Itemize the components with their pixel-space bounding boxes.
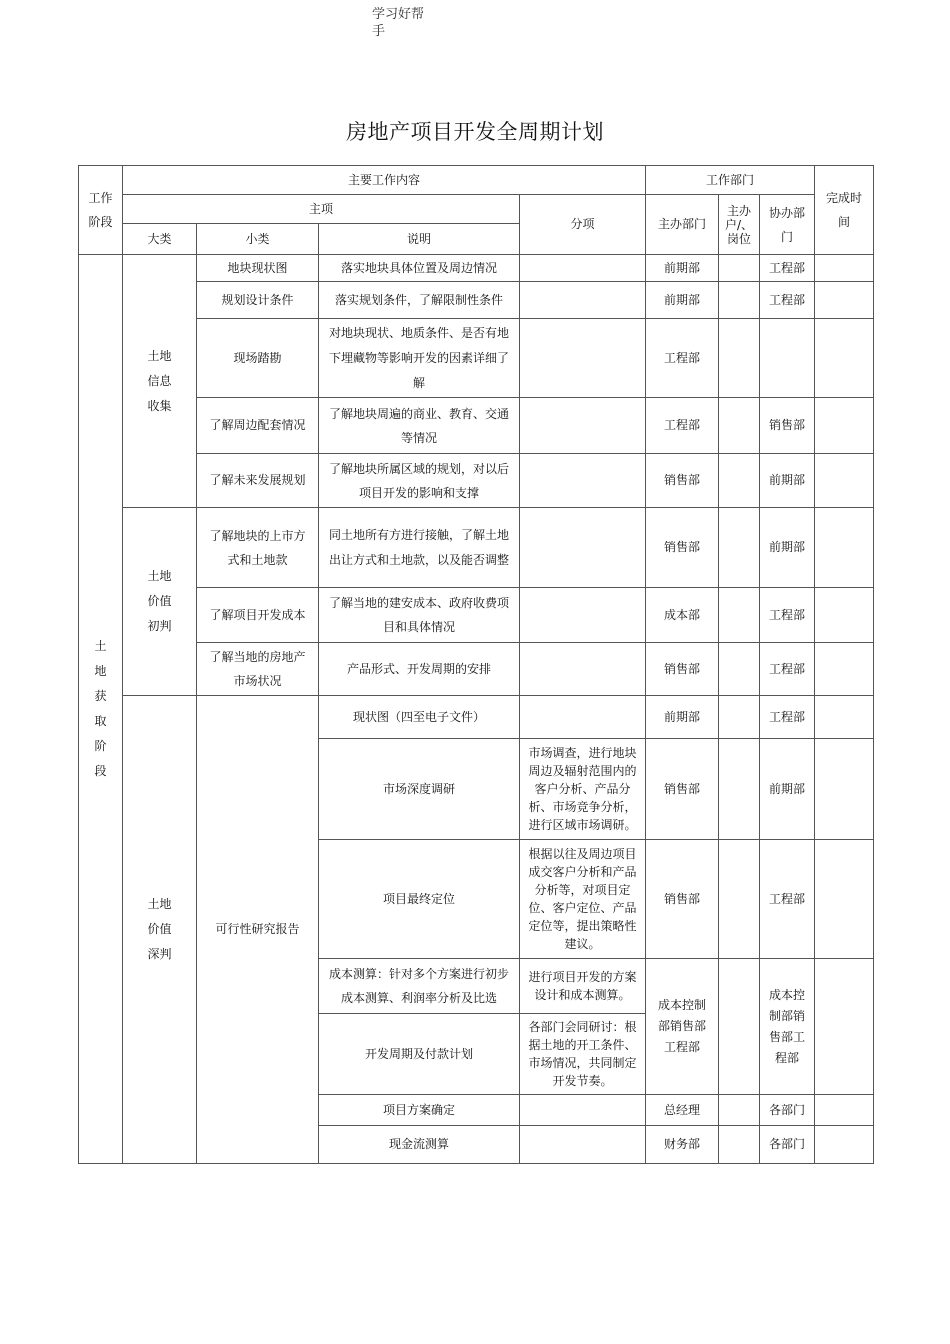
row-9-item: 市场调查，进行地块周边及辐射范围内的客户分析、产品分析、市场竞争分析，进行区域市场调研。 (520, 739, 646, 840)
row-6-time (815, 588, 874, 643)
row-13-item (520, 1095, 646, 1126)
row-10-item: 根据以往及周边项目成交客户分析和产品分析等，对项目定位、客户定位、产品定位等，提出策略性建议。 (520, 840, 646, 959)
row-5-item (520, 508, 646, 588)
row-3-item (520, 398, 646, 454)
row-0-lead: 前期部 (646, 255, 719, 282)
row-6-assist: 工程部 (760, 588, 815, 643)
header-main-content: 主要工作内容 (123, 166, 646, 195)
row-9-desc: 市场深度调研 (319, 739, 520, 840)
row-2-time (815, 319, 874, 398)
row-9-post (719, 739, 760, 840)
row-4-desc: 了解地块所属区域的规划，对以后项目开发的影响和支撑 (319, 454, 520, 508)
header-description: 说明 (319, 224, 520, 255)
row-8-item (520, 696, 646, 739)
row-6-post (719, 588, 760, 643)
row-9-time (815, 739, 874, 840)
row-7-item (520, 643, 646, 696)
merged-assist-dept: 成本控制部销售部工程部 (760, 959, 815, 1095)
row-6-lead: 成本部 (646, 588, 719, 643)
row-10-desc: 项目最终定位 (319, 840, 520, 959)
row-13-lead: 总经理 (646, 1095, 719, 1126)
row-7-desc: 产品形式、开发周期的安排 (319, 643, 520, 696)
header-departments: 工作部门 (646, 166, 815, 195)
row-0-assist: 工程部 (760, 255, 815, 282)
stage-label: 土地获取阶段 (79, 255, 123, 1164)
row-7-time (815, 643, 874, 696)
row-13-assist: 各部门 (760, 1095, 815, 1126)
row-4-assist: 前期部 (760, 454, 815, 508)
row-3-desc: 了解地块周遍的商业、教育、交通等情况 (319, 398, 520, 454)
row-2-post (719, 319, 760, 398)
category-land-info: 土地信息收集 (123, 255, 197, 508)
row-0-desc: 落实地块具体位置及周边情况 (319, 255, 520, 282)
row-5-time (815, 508, 874, 588)
header-lead-post: 主办户/、岗位 (719, 195, 760, 255)
row-4-post (719, 454, 760, 508)
row-8-time (815, 696, 874, 739)
row-1-post (719, 282, 760, 319)
row-6-item (520, 588, 646, 643)
header-sub-item: 分项 (520, 195, 646, 255)
row-10-lead: 销售部 (646, 840, 719, 959)
header-subcategory: 小类 (197, 224, 319, 255)
row-0-time (815, 255, 874, 282)
row-9-lead: 销售部 (646, 739, 719, 840)
row-11-desc: 成本测算：针对多个方案进行初步成本测算、利润率分析及比选 (319, 959, 520, 1014)
row-0-sub: 地块现状图 (197, 255, 319, 282)
row-8-assist: 工程部 (760, 696, 815, 739)
row-13-desc: 项目方案确定 (319, 1095, 520, 1126)
row-10-assist: 工程部 (760, 840, 815, 959)
header-note: 学习好帮手 (372, 7, 425, 39)
row-14-item (520, 1126, 646, 1164)
document-title: 房地产项目开发全周期计划 (346, 120, 604, 144)
plan-table (78, 165, 874, 1164)
row-1-desc: 落实规划条件，了解限制性条件 (319, 282, 520, 319)
row-14-assist: 各部门 (760, 1126, 815, 1164)
row-6-desc: 了解当地的建安成本、政府收费项目和具体情况 (319, 588, 520, 643)
row-1-time (815, 282, 874, 319)
header-category: 大类 (123, 224, 197, 255)
row-6-sub: 了解项目开发成本 (197, 588, 319, 643)
row-0-item (520, 255, 646, 282)
row-3-sub: 了解周边配套情况 (197, 398, 319, 454)
row-5-post (719, 508, 760, 588)
row-5-lead: 销售部 (646, 508, 719, 588)
row-3-lead: 工程部 (646, 398, 719, 454)
row-7-post (719, 643, 760, 696)
row-4-time (815, 454, 874, 508)
row-4-sub: 了解未来发展规划 (197, 454, 319, 508)
row-12-desc: 开发周期及付款计划 (319, 1014, 520, 1095)
row-8-lead: 前期部 (646, 696, 719, 739)
header-lead-dept: 主办部门 (646, 195, 719, 255)
header-assist-dept: 协办部门 (760, 195, 815, 255)
row-2-sub: 现场踏勘 (197, 319, 319, 398)
row-5-sub: 了解地块的上市方式和土地款 (197, 508, 319, 588)
row-14-desc: 现金流测算 (319, 1126, 520, 1164)
category-land-value-deep: 土地价值深判 (123, 696, 197, 1164)
subcategory-feasibility-report: 可行性研究报告 (197, 696, 319, 1164)
row-7-sub: 了解当地的房地产市场状况 (197, 643, 319, 696)
row-0-post (719, 255, 760, 282)
row-7-assist: 工程部 (760, 643, 815, 696)
row-4-lead: 销售部 (646, 454, 719, 508)
row-3-post (719, 398, 760, 454)
row-1-assist: 工程部 (760, 282, 815, 319)
row-7-lead: 销售部 (646, 643, 719, 696)
row-2-lead: 工程部 (646, 319, 719, 398)
row-2-item (520, 319, 646, 398)
header-main-item: 主项 (123, 195, 520, 224)
header-work-stage: 工作阶段 (79, 166, 123, 255)
row-13-post (719, 1095, 760, 1126)
row-5-desc: 同土地所有方进行接触，了解土地出让方式和土地款，以及能否调整 (319, 508, 520, 588)
row-2-desc: 对地块现状、地质条件、是否有地下埋藏物等影响开发的因素详细了解 (319, 319, 520, 398)
row-10-time (815, 840, 874, 959)
row-8-post (719, 696, 760, 739)
row-3-assist: 销售部 (760, 398, 815, 454)
row-10-post (719, 840, 760, 959)
row-13-time (815, 1095, 874, 1126)
row-2-assist (760, 319, 815, 398)
row-14-post (719, 1126, 760, 1164)
row-1-sub: 规划设计条件 (197, 282, 319, 319)
row-14-lead: 财务部 (646, 1126, 719, 1164)
row-4-item (520, 454, 646, 508)
row-11-item: 进行项目开发的方案设计和成本测算。 (520, 959, 646, 1014)
row-1-lead: 前期部 (646, 282, 719, 319)
row-8-desc: 现状图（四至电子文件） (319, 696, 520, 739)
merged-lead-post (719, 959, 760, 1095)
row-5-assist: 前期部 (760, 508, 815, 588)
row-14-time (815, 1126, 874, 1164)
row-3-time (815, 398, 874, 454)
merged-completion-time (815, 959, 874, 1095)
row-9-assist: 前期部 (760, 739, 815, 840)
row-1-item (520, 282, 646, 319)
category-land-value-initial: 土地价值初判 (123, 508, 197, 696)
row-12-item: 各部门会同研讨：根据土地的开工条件、市场情况，共同制定开发节奏。 (520, 1014, 646, 1095)
merged-lead-dept: 成本控制部销售部工程部 (646, 959, 719, 1095)
header-completion-time: 完成时间 (815, 166, 874, 255)
